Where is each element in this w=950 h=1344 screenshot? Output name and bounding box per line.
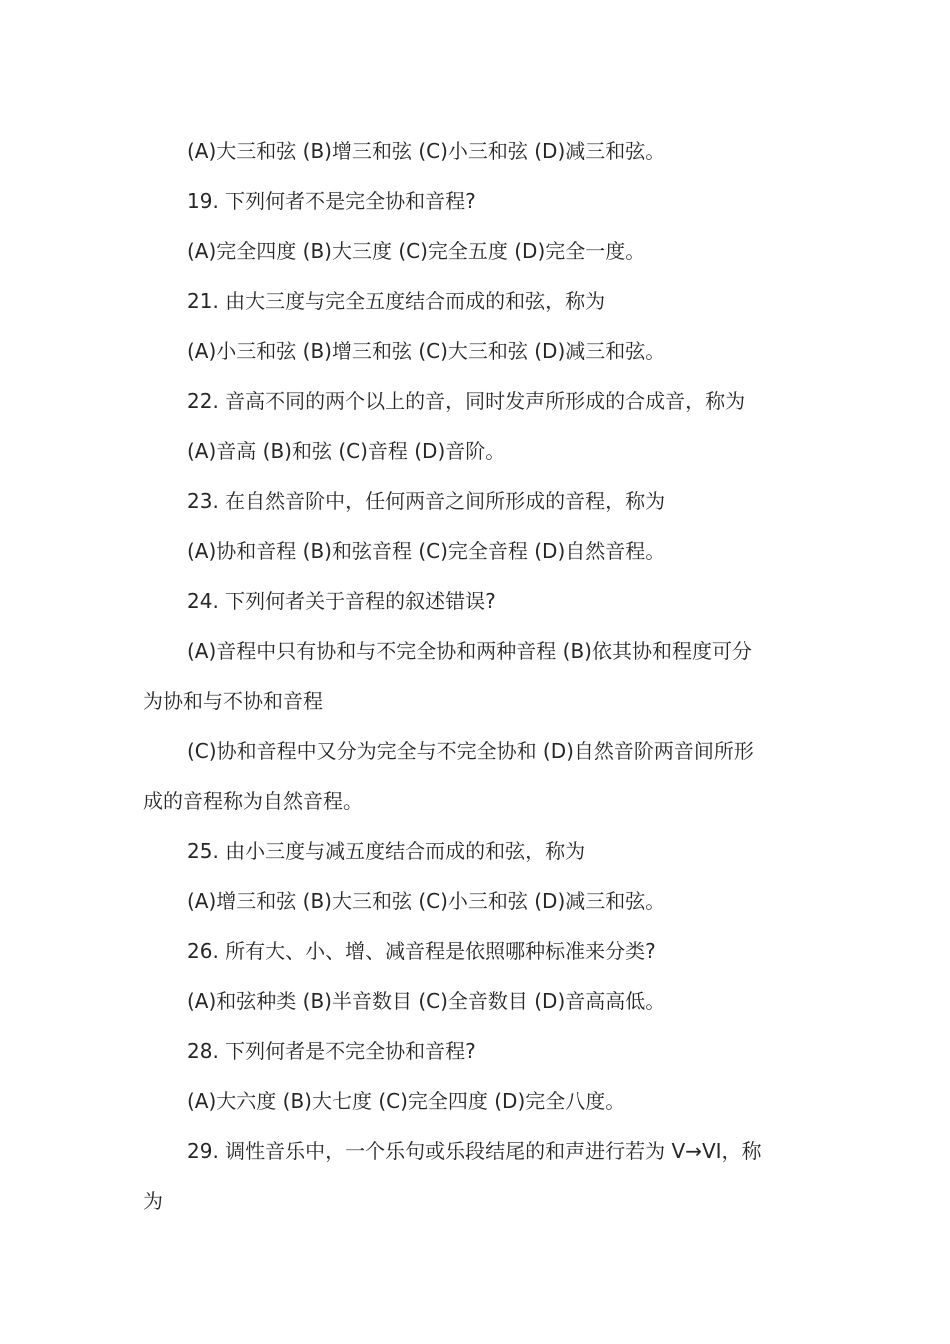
question-21: 21. 由大三度与完全五度结合而成的和弦，称为 [187,289,606,313]
answer-options-22: (A)音高 (B)和弦 (C)音程 (D)音阶。 [187,439,506,463]
answer-options-18: (A)大三和弦 (B)增三和弦 (C)小三和弦 (D)减三和弦。 [187,139,666,163]
document-body [143,126,805,1226]
answer-options-24-part-2: (C)协和音程中又分为完全与不完全协和 (D)自然音阶两音间所形 [187,739,754,763]
answer-options-28: (A)大六度 (B)大七度 (C)完全四度 (D)完全八度。 [187,1089,626,1113]
question-19: 19. 下列何者不是完全协和音程? [187,189,476,213]
answer-options-24-part-1: (A)音程中只有协和与不完全协和两种音程 (B)依其协和程度可分 [187,639,752,663]
question-22: 22. 音高不同的两个以上的音，同时发声所形成的合成音，称为 [187,389,746,413]
question-28: 28. 下列何者是不完全协和音程? [187,1039,476,1063]
answer-options-24-part-2-continued: 成的音程称为自然音程。 [143,789,363,813]
answer-options-26: (A)和弦种类 (B)半音数目 (C)全音数目 (D)音高高低。 [187,989,666,1013]
answer-options-25: (A)增三和弦 (B)大三和弦 (C)小三和弦 (D)减三和弦。 [187,889,666,913]
question-24: 24. 下列何者关于音程的叙述错误? [187,589,496,613]
answer-options-23: (A)协和音程 (B)和弦音程 (C)完全音程 (D)自然音程。 [187,539,666,563]
question-26: 26. 所有大、小、增、减音程是依照哪种标准来分类? [187,939,656,963]
answer-options-24-part-1-continued: 为协和与不协和音程 [143,689,323,713]
answer-options-19: (A)完全四度 (B)大三度 (C)完全五度 (D)完全一度。 [187,239,646,263]
question-29: 29. 调性音乐中，一个乐句或乐段结尾的和声进行若为 V→VI，称 [187,1139,762,1163]
question-23: 23. 在自然音阶中，任何两音之间所形成的音程，称为 [187,489,666,513]
answer-options-21: (A)小三和弦 (B)增三和弦 (C)大三和弦 (D)减三和弦。 [187,339,666,363]
question-25: 25. 由小三度与减五度结合而成的和弦，称为 [187,839,586,863]
question-29-continued: 为 [143,1189,163,1213]
